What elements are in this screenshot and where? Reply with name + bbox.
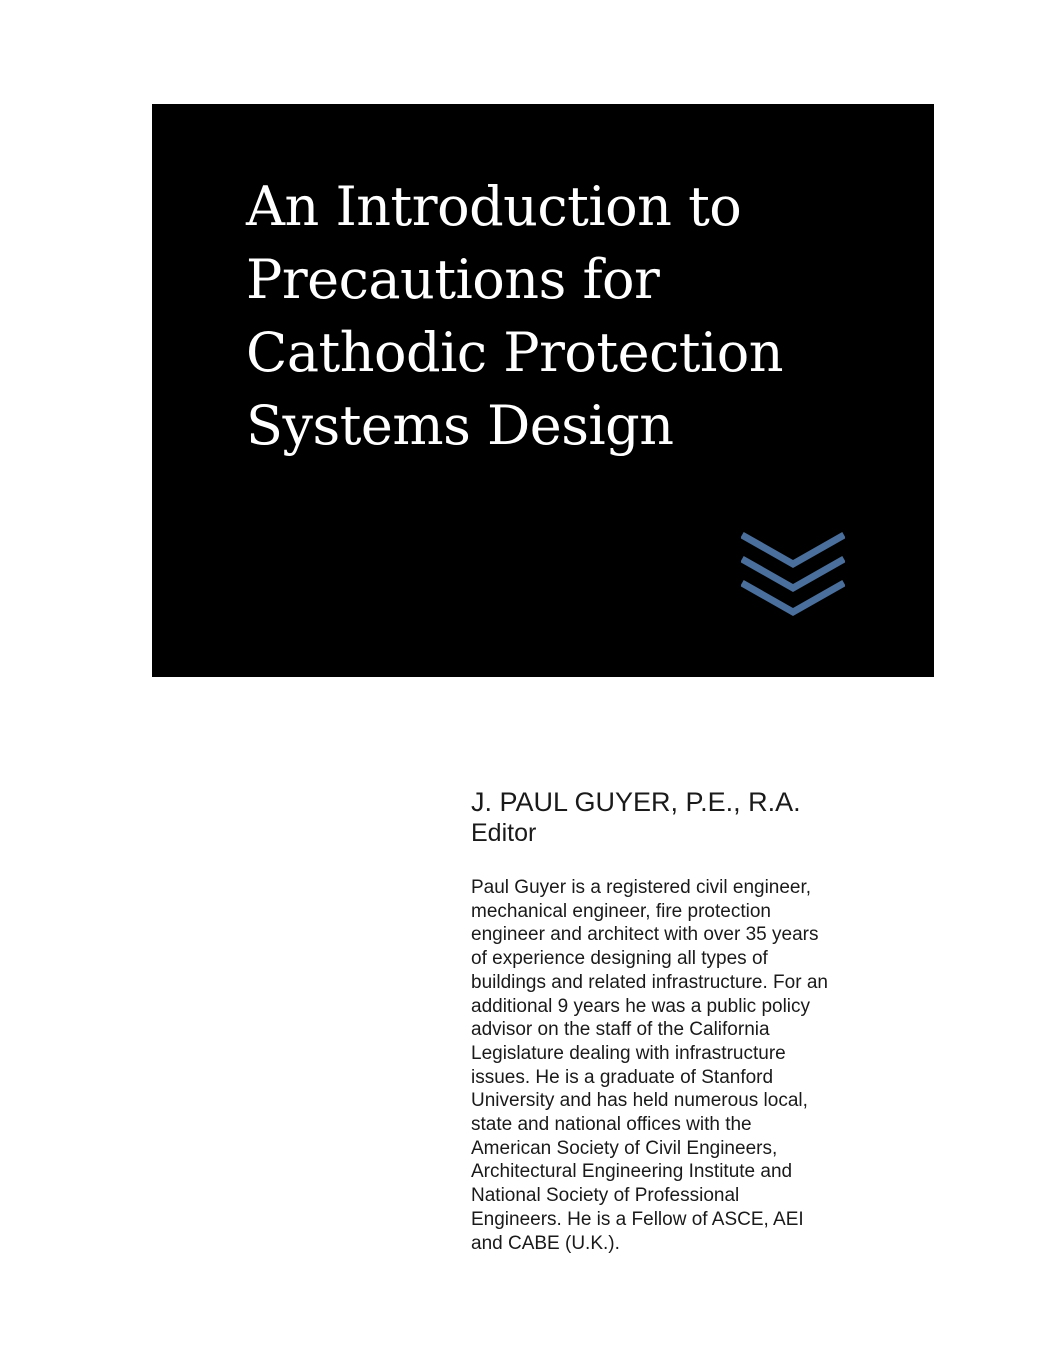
bio-line: additional 9 years he was a public policy (471, 995, 811, 1017)
bio-line: engineer and architect with over 35 years (471, 924, 819, 946)
title-line: Precautions for (246, 248, 660, 311)
bio-line: advisor on the staff of the California (471, 1019, 770, 1041)
title-line: Cathodic Protection (246, 321, 784, 384)
bio-line: National Society of Professional (471, 1185, 740, 1207)
bio-line: buildings and related infrastructure. For an (471, 971, 828, 993)
bio-line: and CABE (U.K.). (471, 1232, 620, 1254)
bio-line: Paul Guyer is a registered civil engineer, (471, 877, 812, 898)
bio-line: issues. He is a graduate of Stanford (471, 1066, 774, 1088)
author-role: Editor (471, 819, 537, 847)
chevron-stroke (742, 535, 844, 564)
book-title (246, 170, 906, 462)
bio-line: state and national offices with the (471, 1114, 752, 1136)
triple-chevron-down-icon (741, 531, 845, 621)
bio-line: Engineers. He is a Fellow of ASCE, AEI (471, 1208, 804, 1230)
author-name: J. PAUL GUYER, P.E., R.A. (471, 787, 801, 817)
title-line: Systems Design (246, 394, 674, 457)
bio-line: University and has held numerous local, (471, 1090, 808, 1112)
author-block (471, 786, 891, 848)
bio-line: mechanical engineer, fire protection (471, 900, 771, 922)
cover-panel (152, 104, 934, 677)
author-bio (471, 876, 891, 1255)
title-line: An Introduction to (246, 175, 742, 238)
bio-line: of experience designing all types of (471, 948, 768, 970)
bio-line: Legislature dealing with infrastructure (471, 1042, 786, 1064)
bio-line: American Society of Civil Engineers, (471, 1137, 778, 1159)
bio-line: Architectural Engineering Institute and (471, 1161, 793, 1183)
